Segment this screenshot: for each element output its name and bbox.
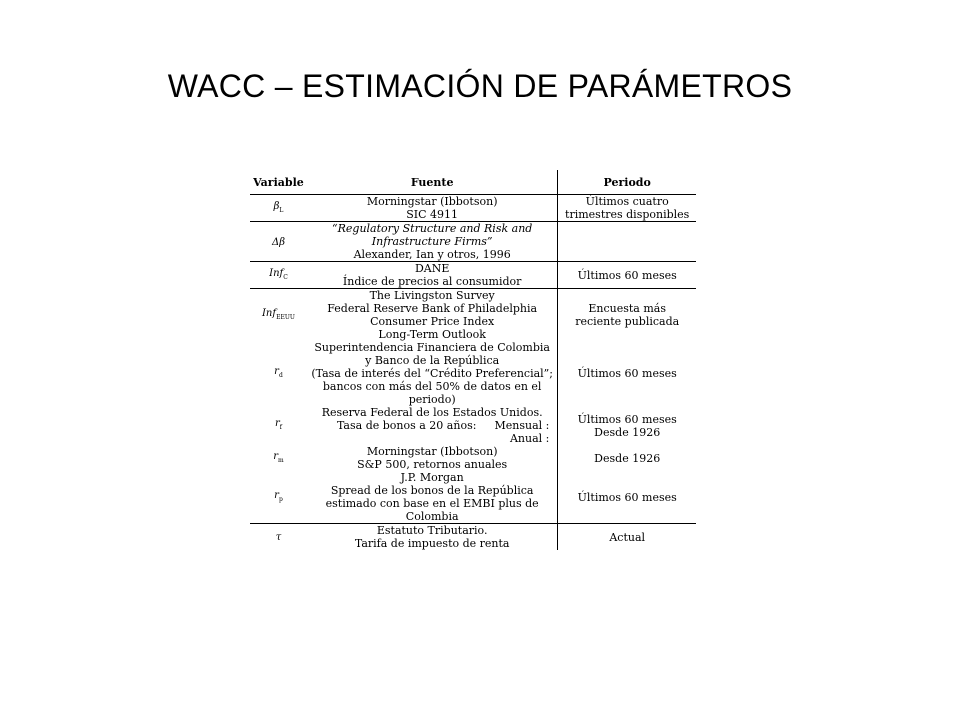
variable-symbol: r [274, 366, 279, 378]
fuente-line: Infrastructure Firms” [371, 235, 493, 248]
slide-title: WACC – ESTIMACIÓN DE PARÁMETROS [167, 68, 793, 104]
table-row [250, 195, 696, 222]
fuente-line: (Tasa de interés del “Crédito Preferencial”; [311, 367, 553, 380]
fuente-cell [307, 341, 558, 406]
periodo-cell [558, 222, 696, 262]
periodo-line: reciente publicada [575, 315, 680, 328]
fuente-line: Federal Reserve Bank of Philadelphia [327, 302, 538, 315]
variable-cell [250, 471, 307, 524]
table-row [250, 262, 696, 289]
periodo-cell [558, 471, 696, 524]
fuente-line: Superintendencia Financiera de Colombia [314, 341, 550, 354]
fuente-line: periodo) [408, 393, 456, 406]
fuente-split-left: Tasa de bonos a 20 años: [336, 419, 477, 432]
fuente-line: estimado con base en el EMBI plus de [325, 497, 539, 510]
table-row [250, 222, 696, 262]
fuente-split-line [307, 419, 557, 432]
table-row [250, 471, 696, 524]
variable-cell [250, 195, 307, 222]
variable-cell [250, 341, 307, 406]
periodo-line: Últimos cuatro [585, 195, 669, 208]
header-variable: Variable [250, 170, 307, 195]
fuente-line: Long-Term Outlook [378, 328, 486, 341]
fuente-line: bancos con más del 50% de datos en el [322, 380, 542, 393]
variable-symbol: τ [275, 532, 282, 543]
fuente-cell [307, 289, 558, 342]
fuente-line: Índice de precios al consumidor [342, 275, 522, 288]
fuente-line: y Banco de la República [365, 354, 500, 367]
fuente-line: Consumer Price Index [370, 315, 495, 328]
fuente-cell [307, 406, 558, 445]
variable-symbol: Inf [269, 267, 284, 279]
table-row [250, 406, 696, 445]
fuente-line: The Livingston Survey [369, 289, 495, 302]
fuente-line: J.P. Morgan [400, 471, 464, 484]
variable-subscript: p [278, 496, 283, 504]
variable-symbol: r [273, 450, 279, 462]
fuente-line: Morningstar (Ibbotson) [366, 445, 498, 458]
variable-symbol: Δβ [271, 236, 285, 248]
table-row [250, 445, 696, 471]
fuente-cell [307, 222, 558, 262]
periodo-cell [558, 262, 696, 289]
variable-subscript: d [278, 372, 283, 380]
parameters-table [250, 170, 696, 550]
fuente-cell [307, 471, 558, 524]
variable-subscript: L [279, 207, 284, 215]
variable-cell [250, 222, 307, 262]
fuente-line: SIC 4911 [406, 208, 459, 221]
variable-cell [250, 289, 307, 342]
periodo-cell [558, 289, 696, 342]
fuente-split-right: Mensual : [494, 419, 550, 432]
variable-cell [250, 524, 307, 551]
fuente-line: DANE [414, 262, 450, 275]
fuente-line: Morningstar (Ibbotson) [366, 195, 498, 208]
variable-subscript: C [283, 274, 288, 282]
fuente-split-right: Anual : [509, 432, 550, 445]
fuente-cell [307, 524, 558, 551]
periodo-cell [558, 524, 696, 551]
periodo-line: Desde 1926 [594, 425, 661, 439]
table-row [250, 289, 696, 342]
periodo-line: Encuesta más [588, 302, 666, 315]
variable-subscript: EEUU [276, 314, 295, 322]
variable-cell [250, 406, 307, 445]
periodo-cell [558, 406, 696, 445]
header-fuente: Fuente [307, 170, 558, 195]
variable-symbol: r [274, 489, 279, 501]
fuente-split-line [307, 432, 557, 445]
fuente-line: Tarifa de impuesto de renta [354, 537, 510, 550]
table-row [250, 524, 696, 551]
variable-symbol: β [273, 200, 280, 212]
table-row [250, 341, 696, 406]
variable-symbol: Inf [261, 307, 277, 319]
periodo-cell [558, 341, 696, 406]
table-header-row [250, 170, 696, 195]
periodo-cell [558, 195, 696, 222]
periodo-cell [558, 445, 696, 471]
fuente-line: “Regulatory Structure and Risk and [331, 222, 533, 235]
fuente-line: Reserva Federal de los Estados Unidos. [321, 406, 543, 419]
variable-subscript: m [278, 457, 284, 465]
header-periodo: Periodo [558, 170, 696, 195]
fuente-line: Estatuto Tributario. [376, 524, 488, 537]
periodo-line: Actual [609, 530, 646, 544]
periodo-line: Últimos 60 meses [577, 268, 677, 282]
fuente-cell [307, 445, 558, 471]
fuente-cell [307, 262, 558, 289]
fuente-line: S&P 500, retornos anuales [357, 458, 508, 471]
periodo-line: Últimos 60 meses [577, 367, 677, 380]
variable-cell [250, 445, 307, 471]
variable-subscript: f [279, 424, 282, 432]
periodo-line: Últimos 60 meses [577, 412, 677, 426]
variable-symbol: r [274, 418, 280, 430]
periodo-line: Desde 1926 [594, 451, 661, 465]
fuente-line: Alexander, Ian y otros, 1996 [353, 248, 511, 261]
fuente-cell [307, 195, 558, 222]
periodo-line: trimestres disponibles [565, 208, 690, 221]
fuente-line: Spread de los bonos de la República [330, 484, 534, 497]
periodo-line: Últimos 60 meses [577, 490, 677, 504]
variable-cell [250, 262, 307, 289]
fuente-line: Colombia [405, 510, 459, 523]
